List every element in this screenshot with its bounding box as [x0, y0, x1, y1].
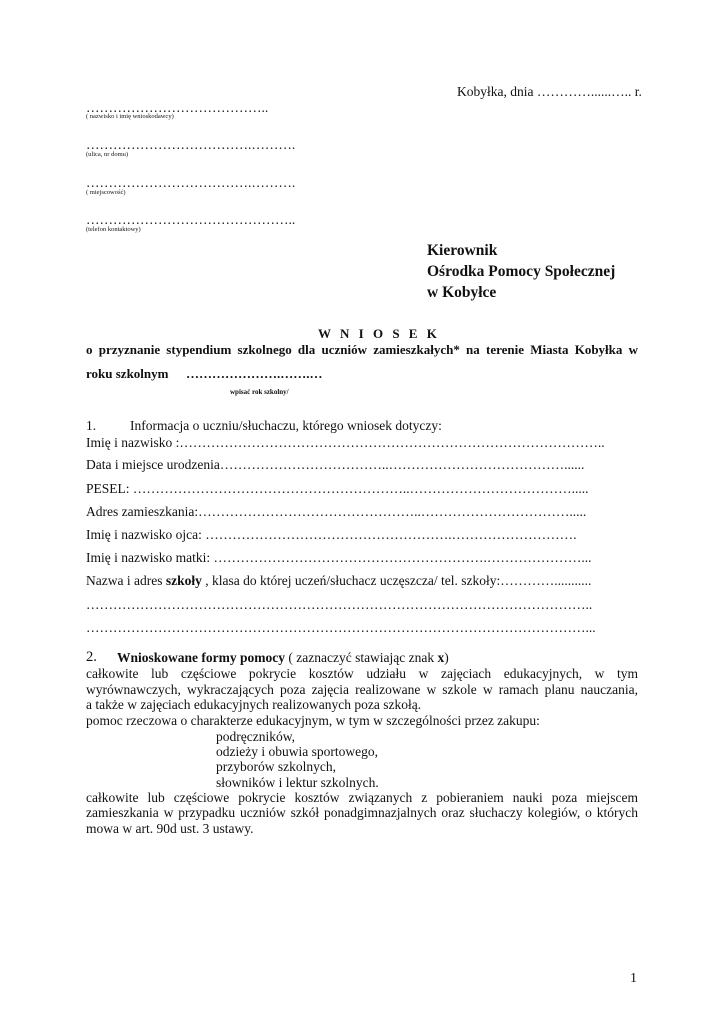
section2-heading-rest: ( zaznaczyć stawiając znak — [285, 650, 438, 665]
field-pesel[interactable]: PESEL: ……………………………………………………..………………………………..... — [86, 481, 589, 496]
applicant-name-label: ( nazwisko i imię wnioskodawcy) — [86, 113, 174, 120]
recipient-line1: Kierownik — [427, 242, 498, 259]
school-label-post: , klasa do której uczeń/słuchacz uczęszcza/ tel. szkoły:…………........... — [201, 573, 592, 588]
city-dots[interactable]: ……………………………….………. — [86, 175, 296, 190]
document-subtitle-line1: o przyznanie stypendium szkolnego dla uczniów zamieszkałych* na terenie Miasta Kobyłka w — [86, 342, 638, 357]
section2-heading-x: x — [437, 650, 445, 665]
option2-line[interactable]: pomoc rzeczowa o charakterze edukacyjnym, w tym w szczególności przez zakupu: — [86, 713, 540, 728]
document-subtitle-line2: roku szkolnym — [86, 366, 169, 381]
recipient-block — [427, 240, 615, 303]
section2-heading — [117, 650, 449, 666]
applicant-name-dots[interactable]: ………………………………….. — [86, 100, 269, 115]
option1-line2: wyrównawczych, wykraczających poza zajęcia realizowane w szkole w ramach planu nauczania, — [86, 682, 638, 697]
section2-number: 2. — [86, 649, 97, 665]
option3-line3: mowa w art. 90d ust. 3 ustawy. — [86, 821, 254, 836]
recipient-line3: w Kobyłce — [427, 284, 497, 301]
school-year-dots[interactable]: ………………….…….… — [186, 366, 323, 381]
option2-item-dictionaries[interactable]: słowników i lektur szkolnych. — [216, 775, 379, 790]
page-number: 1 — [630, 971, 637, 986]
option2-item-school-supplies[interactable]: przyborów szkolnych, — [216, 759, 336, 774]
field-student-name[interactable]: Imię i nazwisko :………………………………………………………………………………….. — [86, 435, 605, 450]
recipient-line2: Ośrodka Pomocy Społecznej — [427, 263, 616, 280]
document-title: W N I O S E K — [318, 326, 440, 341]
street-dots[interactable]: ……………………………….………. — [86, 137, 296, 152]
school-year-hint: wpisać rok szkolny/ — [230, 388, 289, 396]
phone-dots[interactable]: ……………………………………….. — [86, 212, 296, 227]
option2-item-sportswear[interactable]: odzieży i obuwia sportowego, — [216, 744, 378, 759]
field-birth-date-place[interactable]: Data i miejsce urodzenia………………………………..…………………………………...... — [86, 457, 585, 472]
city-label: ( miejscowość) — [86, 189, 126, 196]
option3-line2: zamieszkania w przypadku uczniów szkół ponadgimnazjalnych oraz słuchaczy kolegiów, o których — [86, 805, 638, 820]
field-mother-name[interactable]: Imię i nazwisko matki: …………………………………………………….…………………... — [86, 550, 592, 565]
field-father-name[interactable]: Imię i nazwisko ojca: ……………………………………………….………………………. — [86, 527, 577, 542]
option1-line3: a także w zajęciach edukacyjnych realizowanych poza szkołą. — [86, 697, 422, 712]
option2-item-textbooks[interactable]: podręczników, — [216, 729, 295, 744]
section2-heading-close: ) — [444, 650, 449, 665]
school-label-pre: Nazwa i adres — [86, 573, 166, 588]
field-school[interactable] — [86, 573, 591, 589]
field-extra-line-1[interactable]: ………………………………………………………………………………………………….. — [86, 597, 593, 612]
street-label: (ulica, nr domu) — [86, 151, 129, 158]
field-extra-line-2[interactable]: …………………………………………………………………………………………………... — [86, 620, 596, 635]
section1-heading: Informacja o uczniu/słuchaczu, którego wniosek dotyczy: — [130, 418, 442, 433]
school-label-bold: szkoły — [165, 573, 202, 588]
field-address[interactable]: Adres zamieszkania:…………………………………………..……………………………..... — [86, 504, 587, 519]
section2-heading-bold: Wnioskowane formy pomocy — [117, 650, 285, 665]
section1-number: 1. — [86, 418, 97, 433]
place-date: Kobyłka, dnia …………......….. r. — [457, 84, 642, 99]
option3-line1[interactable]: całkowite lub częściowe pokrycie kosztów związanych z pobieraniem nauki poza miejscem — [86, 790, 638, 805]
phone-label: (telefon kontaktowy) — [86, 226, 141, 233]
option1-line1[interactable]: całkowite lub częściowe pokrycie kosztów udziału w zajęciach edukacyjnych, w tym — [86, 666, 638, 681]
